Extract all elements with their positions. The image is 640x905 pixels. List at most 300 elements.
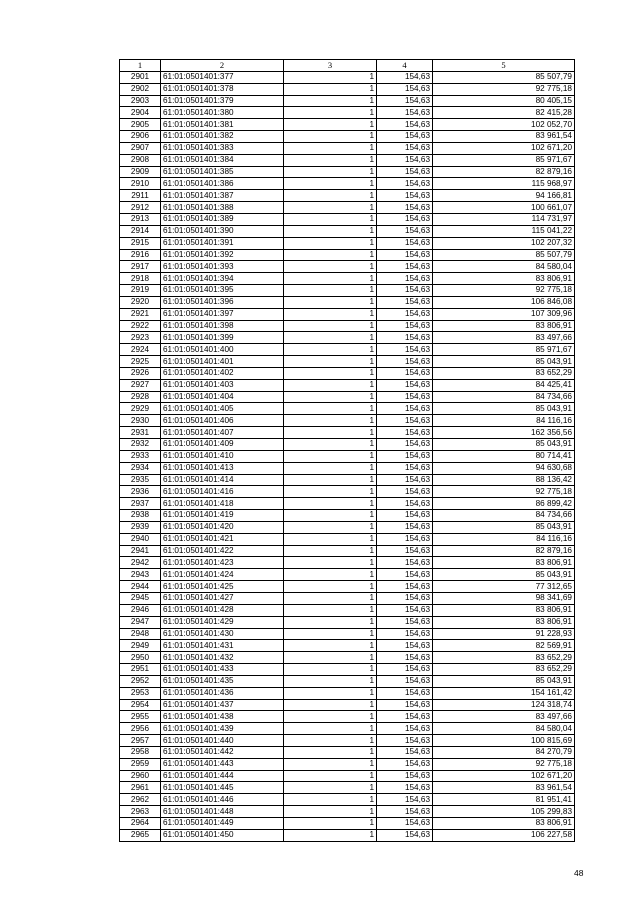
value-cell: 80 405,15 — [433, 95, 575, 107]
area-cell: 154,63 — [377, 794, 433, 806]
count-cell: 1 — [284, 249, 377, 261]
cadastral-number-cell: 61:01:0501401:424 — [161, 569, 284, 581]
table-row — [120, 664, 575, 676]
cadastral-number-cell: 61:01:0501401:416 — [161, 486, 284, 498]
table-row — [120, 285, 575, 297]
row-number-cell: 2931 — [120, 427, 161, 439]
cadastral-number-cell: 61:01:0501401:386 — [161, 178, 284, 190]
value-cell: 82 879,16 — [433, 166, 575, 178]
row-number-cell: 2907 — [120, 142, 161, 154]
table-row — [120, 296, 575, 308]
cadastral-number-cell: 61:01:0501401:397 — [161, 308, 284, 320]
value-cell: 102 671,20 — [433, 770, 575, 782]
page-number: 48 — [574, 868, 584, 878]
area-cell: 154,63 — [377, 628, 433, 640]
cadastral-number-cell: 61:01:0501401:381 — [161, 119, 284, 131]
row-number-cell: 2964 — [120, 818, 161, 830]
cadastral-number-cell: 61:01:0501401:399 — [161, 332, 284, 344]
row-number-cell: 2905 — [120, 119, 161, 131]
row-number-cell: 2912 — [120, 202, 161, 214]
count-cell: 1 — [284, 391, 377, 403]
value-cell: 94 630,68 — [433, 462, 575, 474]
row-number-cell: 2960 — [120, 770, 161, 782]
value-cell: 162 356,56 — [433, 427, 575, 439]
count-cell: 1 — [284, 261, 377, 273]
value-cell: 115 968,97 — [433, 178, 575, 190]
value-cell: 83 806,91 — [433, 818, 575, 830]
cadastral-number-cell: 61:01:0501401:393 — [161, 261, 284, 273]
area-cell: 154,63 — [377, 71, 433, 83]
area-cell: 154,63 — [377, 711, 433, 723]
row-number-cell: 2921 — [120, 308, 161, 320]
count-cell: 1 — [284, 415, 377, 427]
value-cell: 105 299,83 — [433, 806, 575, 818]
count-cell: 1 — [284, 699, 377, 711]
table-row — [120, 699, 575, 711]
cadastral-number-cell: 61:01:0501401:439 — [161, 723, 284, 735]
row-number-cell: 2941 — [120, 545, 161, 557]
count-cell: 1 — [284, 782, 377, 794]
table-row — [120, 592, 575, 604]
row-number-cell: 2913 — [120, 213, 161, 225]
area-cell: 154,63 — [377, 367, 433, 379]
count-cell: 1 — [284, 628, 377, 640]
row-number-cell: 2919 — [120, 285, 161, 297]
area-cell: 154,63 — [377, 285, 433, 297]
area-cell: 154,63 — [377, 320, 433, 332]
row-number-cell: 2910 — [120, 178, 161, 190]
table-row — [120, 533, 575, 545]
area-cell: 154,63 — [377, 450, 433, 462]
value-cell: 82 569,91 — [433, 640, 575, 652]
table-row — [120, 356, 575, 368]
table-row — [120, 545, 575, 557]
table-row — [120, 723, 575, 735]
cadastral-number-cell: 61:01:0501401:390 — [161, 225, 284, 237]
cadastral-number-cell: 61:01:0501401:425 — [161, 581, 284, 593]
value-cell: 85 043,91 — [433, 356, 575, 368]
count-cell: 1 — [284, 687, 377, 699]
value-cell: 100 815,69 — [433, 735, 575, 747]
table-row — [120, 178, 575, 190]
row-number-cell: 2926 — [120, 367, 161, 379]
cadastral-number-cell: 61:01:0501401:418 — [161, 498, 284, 510]
value-cell: 85 043,91 — [433, 569, 575, 581]
count-cell: 1 — [284, 213, 377, 225]
table-row — [120, 616, 575, 628]
row-number-cell: 2948 — [120, 628, 161, 640]
table-row — [120, 213, 575, 225]
value-cell: 84 116,16 — [433, 415, 575, 427]
table-row — [120, 770, 575, 782]
count-cell: 1 — [284, 474, 377, 486]
row-number-cell: 2930 — [120, 415, 161, 427]
row-number-cell: 2933 — [120, 450, 161, 462]
table-row — [120, 332, 575, 344]
row-number-cell: 2928 — [120, 391, 161, 403]
table-row — [120, 439, 575, 451]
area-cell: 154,63 — [377, 202, 433, 214]
value-cell: 84 580,04 — [433, 723, 575, 735]
table-row — [120, 675, 575, 687]
value-cell: 92 775,18 — [433, 285, 575, 297]
area-cell: 154,63 — [377, 154, 433, 166]
area-cell: 154,63 — [377, 308, 433, 320]
area-cell: 154,63 — [377, 592, 433, 604]
count-cell: 1 — [284, 427, 377, 439]
area-cell: 154,63 — [377, 746, 433, 758]
area-cell: 154,63 — [377, 687, 433, 699]
count-cell: 1 — [284, 616, 377, 628]
table-row — [120, 604, 575, 616]
cadastral-value-table — [119, 59, 575, 842]
count-cell: 1 — [284, 237, 377, 249]
value-cell: 86 899,42 — [433, 498, 575, 510]
value-cell: 83 652,29 — [433, 652, 575, 664]
value-cell: 94 166,81 — [433, 190, 575, 202]
area-cell: 154,63 — [377, 213, 433, 225]
area-cell: 154,63 — [377, 829, 433, 841]
area-cell: 154,63 — [377, 818, 433, 830]
table-row — [120, 640, 575, 652]
area-cell: 154,63 — [377, 557, 433, 569]
cadastral-number-cell: 61:01:0501401:384 — [161, 154, 284, 166]
row-number-cell: 2956 — [120, 723, 161, 735]
value-cell: 102 207,32 — [433, 237, 575, 249]
count-cell: 1 — [284, 178, 377, 190]
area-cell: 154,63 — [377, 107, 433, 119]
table-row — [120, 498, 575, 510]
count-cell: 1 — [284, 770, 377, 782]
count-cell: 1 — [284, 462, 377, 474]
area-cell: 154,63 — [377, 640, 433, 652]
table-row — [120, 344, 575, 356]
table-row — [120, 462, 575, 474]
header-row — [120, 60, 575, 72]
row-number-cell: 2935 — [120, 474, 161, 486]
area-cell: 154,63 — [377, 356, 433, 368]
row-number-cell: 2939 — [120, 521, 161, 533]
count-cell: 1 — [284, 723, 377, 735]
value-cell: 85 043,91 — [433, 439, 575, 451]
area-cell: 154,63 — [377, 439, 433, 451]
count-cell: 1 — [284, 83, 377, 95]
area-cell: 154,63 — [377, 119, 433, 131]
row-number-cell: 2917 — [120, 261, 161, 273]
table-header — [120, 60, 575, 72]
row-number-cell: 2959 — [120, 758, 161, 770]
value-cell: 84 425,41 — [433, 379, 575, 391]
value-cell: 102 671,20 — [433, 142, 575, 154]
table-row — [120, 450, 575, 462]
area-cell: 154,63 — [377, 237, 433, 249]
value-cell: 85 971,67 — [433, 154, 575, 166]
cadastral-number-cell: 61:01:0501401:440 — [161, 735, 284, 747]
table-row — [120, 628, 575, 640]
cadastral-number-cell: 61:01:0501401:435 — [161, 675, 284, 687]
count-cell: 1 — [284, 510, 377, 522]
value-cell: 83 806,91 — [433, 616, 575, 628]
value-cell: 85 507,79 — [433, 249, 575, 261]
table-row — [120, 379, 575, 391]
row-number-cell: 2911 — [120, 190, 161, 202]
area-cell: 154,63 — [377, 296, 433, 308]
table-row — [120, 249, 575, 261]
count-cell: 1 — [284, 71, 377, 83]
area-cell: 154,63 — [377, 178, 433, 190]
cadastral-number-cell: 61:01:0501401:421 — [161, 533, 284, 545]
value-cell: 115 041,22 — [433, 225, 575, 237]
cadastral-number-cell: 61:01:0501401:432 — [161, 652, 284, 664]
cadastral-number-cell: 61:01:0501401:382 — [161, 131, 284, 143]
count-cell: 1 — [284, 829, 377, 841]
count-cell: 1 — [284, 308, 377, 320]
column-header-3: 3 — [284, 60, 377, 72]
value-cell: 91 228,93 — [433, 628, 575, 640]
table-row — [120, 581, 575, 593]
cadastral-number-cell: 61:01:0501401:404 — [161, 391, 284, 403]
cadastral-number-cell: 61:01:0501401:428 — [161, 604, 284, 616]
area-cell: 154,63 — [377, 344, 433, 356]
area-cell: 154,63 — [377, 510, 433, 522]
cadastral-number-cell: 61:01:0501401:395 — [161, 285, 284, 297]
cadastral-number-cell: 61:01:0501401:406 — [161, 415, 284, 427]
count-cell: 1 — [284, 202, 377, 214]
table-row — [120, 521, 575, 533]
count-cell: 1 — [284, 107, 377, 119]
count-cell: 1 — [284, 604, 377, 616]
count-cell: 1 — [284, 225, 377, 237]
count-cell: 1 — [284, 320, 377, 332]
count-cell: 1 — [284, 521, 377, 533]
count-cell: 1 — [284, 379, 377, 391]
table-row — [120, 308, 575, 320]
count-cell: 1 — [284, 296, 377, 308]
cadastral-number-cell: 61:01:0501401:394 — [161, 273, 284, 285]
count-cell: 1 — [284, 675, 377, 687]
cadastral-number-cell: 61:01:0501401:377 — [161, 71, 284, 83]
cadastral-number-cell: 61:01:0501401:378 — [161, 83, 284, 95]
area-cell: 154,63 — [377, 782, 433, 794]
cadastral-number-cell: 61:01:0501401:379 — [161, 95, 284, 107]
row-number-cell: 2932 — [120, 439, 161, 451]
area-cell: 154,63 — [377, 249, 433, 261]
value-cell: 83 806,91 — [433, 557, 575, 569]
row-number-cell: 2925 — [120, 356, 161, 368]
area-cell: 154,63 — [377, 486, 433, 498]
count-cell: 1 — [284, 746, 377, 758]
area-cell: 154,63 — [377, 474, 433, 486]
area-cell: 154,63 — [377, 758, 433, 770]
table-row — [120, 758, 575, 770]
cadastral-number-cell: 61:01:0501401:420 — [161, 521, 284, 533]
value-cell: 92 775,18 — [433, 83, 575, 95]
count-cell: 1 — [284, 664, 377, 676]
value-cell: 82 879,16 — [433, 545, 575, 557]
area-cell: 154,63 — [377, 379, 433, 391]
row-number-cell: 2924 — [120, 344, 161, 356]
cadastral-number-cell: 61:01:0501401:391 — [161, 237, 284, 249]
area-cell: 154,63 — [377, 604, 433, 616]
table-row — [120, 154, 575, 166]
row-number-cell: 2902 — [120, 83, 161, 95]
table-row — [120, 107, 575, 119]
table-row — [120, 818, 575, 830]
cadastral-number-cell: 61:01:0501401:413 — [161, 462, 284, 474]
value-cell: 84 734,66 — [433, 391, 575, 403]
count-cell: 1 — [284, 332, 377, 344]
table-row — [120, 403, 575, 415]
value-cell: 106 846,08 — [433, 296, 575, 308]
row-number-cell: 2943 — [120, 569, 161, 581]
count-cell: 1 — [284, 131, 377, 143]
area-cell: 154,63 — [377, 142, 433, 154]
area-cell: 154,63 — [377, 131, 433, 143]
value-cell: 83 497,66 — [433, 711, 575, 723]
table-row — [120, 806, 575, 818]
row-number-cell: 2938 — [120, 510, 161, 522]
count-cell: 1 — [284, 285, 377, 297]
count-cell: 1 — [284, 806, 377, 818]
area-cell: 154,63 — [377, 652, 433, 664]
area-cell: 154,63 — [377, 699, 433, 711]
value-cell: 85 043,91 — [433, 521, 575, 533]
cadastral-number-cell: 61:01:0501401:448 — [161, 806, 284, 818]
cadastral-number-cell: 61:01:0501401:392 — [161, 249, 284, 261]
row-number-cell: 2947 — [120, 616, 161, 628]
count-cell: 1 — [284, 652, 377, 664]
row-number-cell: 2920 — [120, 296, 161, 308]
table-row — [120, 202, 575, 214]
table-row — [120, 367, 575, 379]
count-cell: 1 — [284, 735, 377, 747]
value-cell: 85 043,91 — [433, 675, 575, 687]
value-cell: 84 116,16 — [433, 533, 575, 545]
cadastral-number-cell: 61:01:0501401:396 — [161, 296, 284, 308]
row-number-cell: 2965 — [120, 829, 161, 841]
value-cell: 102 052,70 — [433, 119, 575, 131]
table-row — [120, 687, 575, 699]
count-cell: 1 — [284, 581, 377, 593]
table-row — [120, 735, 575, 747]
area-cell: 154,63 — [377, 545, 433, 557]
row-number-cell: 2944 — [120, 581, 161, 593]
row-number-cell: 2908 — [120, 154, 161, 166]
row-number-cell: 2949 — [120, 640, 161, 652]
value-cell: 82 415,28 — [433, 107, 575, 119]
table-row — [120, 569, 575, 581]
value-cell: 106 227,58 — [433, 829, 575, 841]
cadastral-number-cell: 61:01:0501401:442 — [161, 746, 284, 758]
row-number-cell: 2962 — [120, 794, 161, 806]
table-row — [120, 320, 575, 332]
value-cell: 80 714,41 — [433, 450, 575, 462]
area-cell: 154,63 — [377, 190, 433, 202]
value-cell: 81 951,41 — [433, 794, 575, 806]
cadastral-number-cell: 61:01:0501401:385 — [161, 166, 284, 178]
cadastral-number-cell: 61:01:0501401:403 — [161, 379, 284, 391]
cadastral-number-cell: 61:01:0501401:427 — [161, 592, 284, 604]
area-cell: 154,63 — [377, 806, 433, 818]
count-cell: 1 — [284, 711, 377, 723]
row-number-cell: 2934 — [120, 462, 161, 474]
cadastral-number-cell: 61:01:0501401:388 — [161, 202, 284, 214]
table-row — [120, 652, 575, 664]
table-row — [120, 829, 575, 841]
cadastral-number-cell: 61:01:0501401:409 — [161, 439, 284, 451]
area-cell: 154,63 — [377, 391, 433, 403]
value-cell: 83 652,29 — [433, 664, 575, 676]
area-cell: 154,63 — [377, 675, 433, 687]
count-cell: 1 — [284, 557, 377, 569]
value-cell: 83 806,91 — [433, 604, 575, 616]
count-cell: 1 — [284, 640, 377, 652]
row-number-cell: 2909 — [120, 166, 161, 178]
value-cell: 83 961,54 — [433, 131, 575, 143]
cadastral-number-cell: 61:01:0501401:387 — [161, 190, 284, 202]
row-number-cell: 2963 — [120, 806, 161, 818]
cadastral-number-cell: 61:01:0501401:419 — [161, 510, 284, 522]
count-cell: 1 — [284, 142, 377, 154]
value-cell: 84 734,66 — [433, 510, 575, 522]
cadastral-number-cell: 61:01:0501401:422 — [161, 545, 284, 557]
row-number-cell: 2923 — [120, 332, 161, 344]
cadastral-number-cell: 61:01:0501401:433 — [161, 664, 284, 676]
value-cell: 84 580,04 — [433, 261, 575, 273]
table-row — [120, 510, 575, 522]
cadastral-number-cell: 61:01:0501401:423 — [161, 557, 284, 569]
cadastral-number-cell: 61:01:0501401:429 — [161, 616, 284, 628]
value-cell: 83 652,29 — [433, 367, 575, 379]
table-row — [120, 190, 575, 202]
column-header-2: 2 — [161, 60, 284, 72]
value-cell: 92 775,18 — [433, 758, 575, 770]
table-row — [120, 746, 575, 758]
count-cell: 1 — [284, 486, 377, 498]
table-row — [120, 474, 575, 486]
row-number-cell: 2953 — [120, 687, 161, 699]
area-cell: 154,63 — [377, 403, 433, 415]
cadastral-number-cell: 61:01:0501401:449 — [161, 818, 284, 830]
row-number-cell: 2922 — [120, 320, 161, 332]
area-cell: 154,63 — [377, 770, 433, 782]
table-row — [120, 166, 575, 178]
count-cell: 1 — [284, 344, 377, 356]
table-row — [120, 142, 575, 154]
count-cell: 1 — [284, 166, 377, 178]
value-cell: 107 309,96 — [433, 308, 575, 320]
count-cell: 1 — [284, 356, 377, 368]
area-cell: 154,63 — [377, 166, 433, 178]
table-row — [120, 237, 575, 249]
value-cell: 98 341,69 — [433, 592, 575, 604]
row-number-cell: 2903 — [120, 95, 161, 107]
value-cell: 85 971,67 — [433, 344, 575, 356]
area-cell: 154,63 — [377, 415, 433, 427]
table-row — [120, 415, 575, 427]
count-cell: 1 — [284, 450, 377, 462]
count-cell: 1 — [284, 569, 377, 581]
table-row — [120, 119, 575, 131]
table-row — [120, 131, 575, 143]
row-number-cell: 2946 — [120, 604, 161, 616]
count-cell: 1 — [284, 592, 377, 604]
row-number-cell: 2955 — [120, 711, 161, 723]
area-cell: 154,63 — [377, 225, 433, 237]
count-cell: 1 — [284, 545, 377, 557]
count-cell: 1 — [284, 95, 377, 107]
row-number-cell: 2936 — [120, 486, 161, 498]
